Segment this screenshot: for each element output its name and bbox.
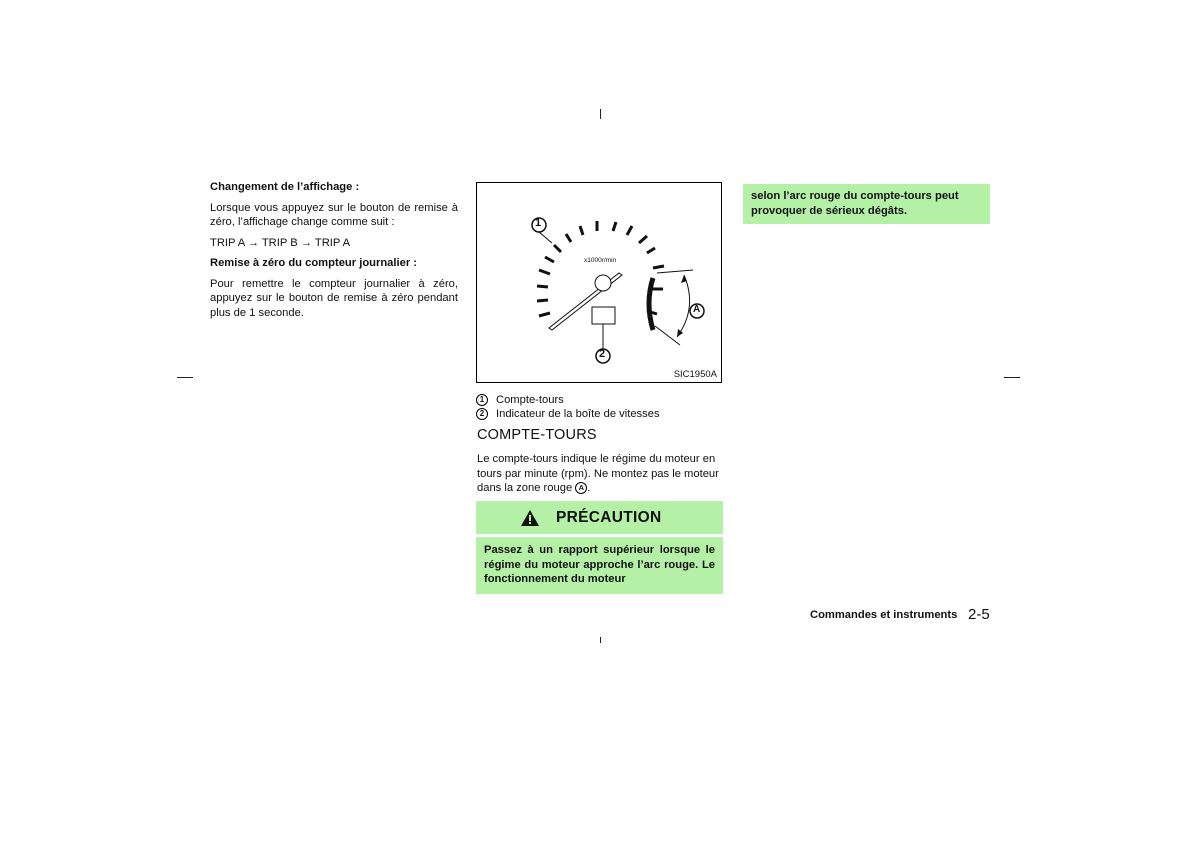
- rpm-unit-label: x1000r/min: [584, 257, 617, 264]
- section-title: COMPTE-TOURS: [477, 427, 597, 443]
- tachometer-figure: [476, 182, 722, 383]
- legend-text: Compte-tours: [496, 393, 564, 406]
- trim-mark-top: [600, 109, 601, 119]
- trim-mark-bottom: [600, 637, 601, 643]
- display-change-text: Lorsque vous appuyez sur le bouton de remise à zéro, l’affichage change comme suit :: [210, 201, 458, 228]
- legend-text: Indicateur de la boîte de vitesses: [496, 407, 660, 420]
- section-body-text: Le compte-tours indique le régime du moteur en tours par minute (rpm). Ne montez pas le moteur dans la zone rouge: [477, 453, 719, 494]
- heading-display-change: Changement de l’affichage :: [210, 181, 360, 193]
- left-column: [210, 180, 458, 326]
- zone-a-reference: A: [575, 482, 587, 494]
- callout-a-label: A: [693, 304, 701, 315]
- figure-id: SIC1950A: [673, 369, 717, 380]
- gauge-ticks: [537, 221, 655, 316]
- section-body: [477, 452, 725, 496]
- footer-section-name: Commandes et instruments: [810, 609, 958, 621]
- page-number: 2-5: [968, 606, 990, 623]
- caution-header: [476, 501, 723, 534]
- trim-mark-left: [177, 377, 193, 378]
- callout-2-label: 2: [599, 348, 606, 360]
- trim-mark-right: [1004, 377, 1020, 378]
- legend-item-2: [476, 407, 736, 421]
- caution-text: Passez à un rapport supérieur lorsque le régime du moteur approche l’arc rouge. Le fonctionnement du moteur: [476, 537, 723, 594]
- trip-sequence: TRIP A → TRIP B → TRIP A: [210, 236, 351, 249]
- callout-1-label: 1: [535, 217, 542, 229]
- warning-icon: [520, 509, 540, 527]
- caution-continued: selon l’arc rouge du compte-tours peut provoquer de sérieux dégâts.: [743, 184, 990, 224]
- caution-title: PRÉCAUTION: [556, 509, 662, 526]
- figure-legend: [476, 393, 736, 421]
- legend-item-1: [476, 393, 736, 407]
- trip-reset-text: Pour remettre le compteur journalier à zéro, appuyez sur le bouton de remise à zéro pendant plus de 1 seconde.: [210, 277, 458, 319]
- heading-trip-reset: Remise à zéro du compteur journalier :: [210, 257, 418, 269]
- legend-number: 1: [476, 394, 488, 406]
- gear-indicator-box: [592, 307, 615, 324]
- section-body-end: .: [587, 482, 591, 494]
- legend-number: 2: [476, 408, 488, 420]
- red-zone-arc: [649, 278, 653, 330]
